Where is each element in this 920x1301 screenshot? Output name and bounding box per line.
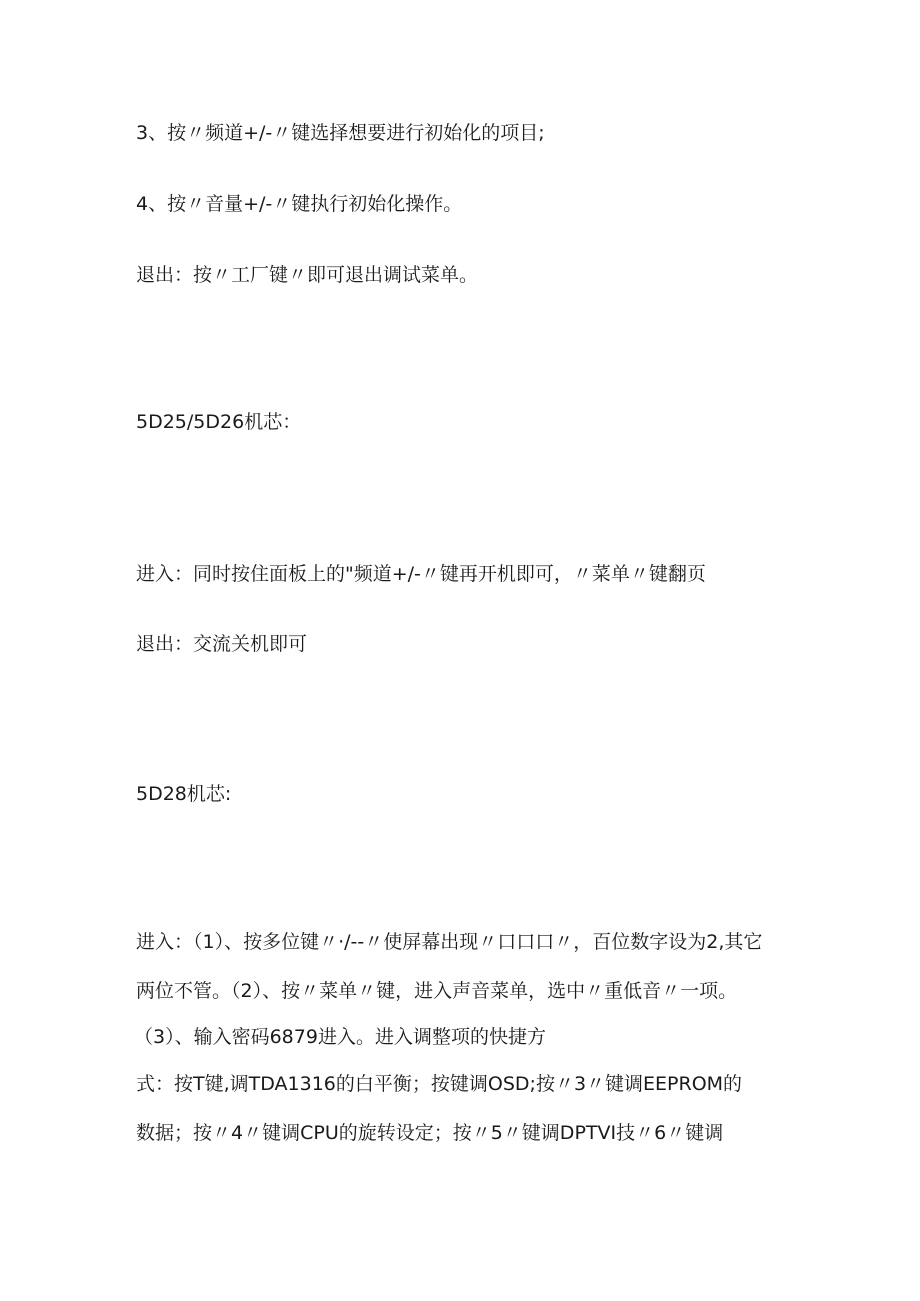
text-line: 3、按〃频道+/-〃键选择想要进行初始化的项目; xyxy=(136,122,545,144)
section-heading: 5D28机芯: xyxy=(136,783,232,805)
text-line: 数据；按〃4〃键调CPU的旋转设定；按〃5〃键调DPTVI技〃6〃键调 xyxy=(136,1122,724,1144)
text-line: 退出：交流关机即可 xyxy=(136,633,308,655)
text-line: 进入：同时按住面板上的"频道+/-〃键再开机即可，〃菜单〃键翻页 xyxy=(136,563,706,585)
text-line: 退出：按〃工厂键〃即可退出调试菜单。 xyxy=(136,264,479,286)
text-line: 4、按〃音量+/-〃键执行初始化操作。 xyxy=(136,193,463,215)
section-heading: 5D25/5D26机芯： xyxy=(136,411,302,433)
text-line: 式：按T键,调TDA1316的白平衡；按键调OSD;按〃3〃键调EEPROM的 xyxy=(136,1073,743,1095)
text-line: （3）、输入密码6879进入。进入调整项的快捷方 xyxy=(134,1026,546,1048)
text-line: 进入：（1）、按多位键〃·/--〃使屏幕出现〃口口口〃，百位数字设为2,其它 xyxy=(136,931,763,953)
text-line: 两位不管。（2）、按〃菜单〃键，进入声音菜单，选中〃重低音〃一项。 xyxy=(136,980,738,1002)
